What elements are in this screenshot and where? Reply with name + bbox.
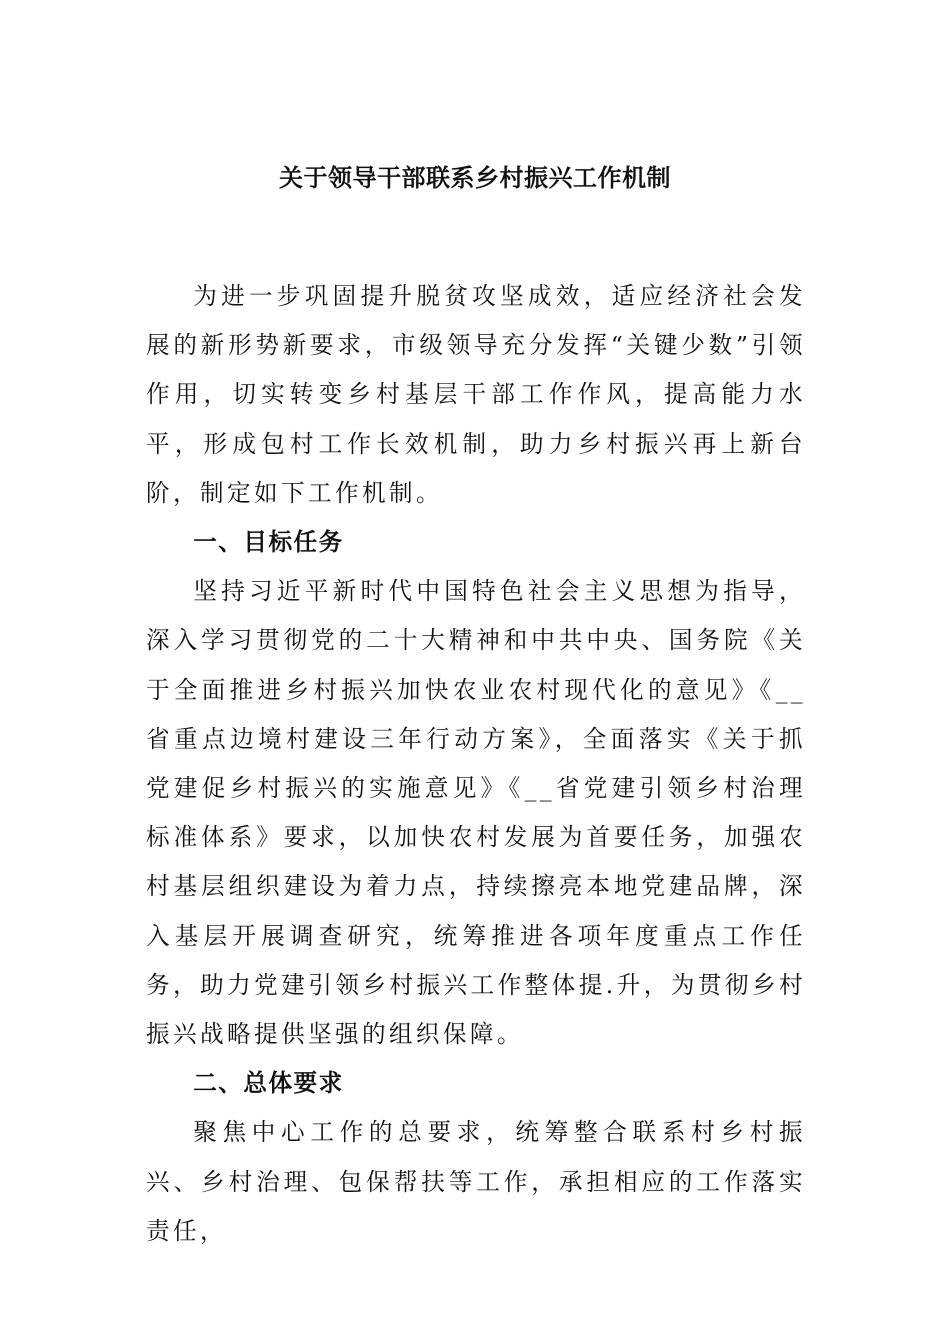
section-paragraph-requirements: 聚焦中心工作的总要求，统筹整合联系村乡村振兴、乡村治理、包保帮扶等工作，承担相应的工作落实责任， [146,1118,806,1245]
section-heading-requirements: 二、总体要求 [193,1069,344,1098]
document-title: 关于领导干部联系乡村振兴工作机制 [279,164,671,192]
section-heading-goals: 一、目标任务 [193,528,344,557]
intro-paragraph: 为进一步巩固提升脱贫攻坚成效，适应经济社会发展的新形势新要求，市级领导充分发挥“关键少数”引领作用，切实转变乡村基层干部工作作风，提高能力水平，形成包村工作长效机制，助力乡村振兴再上新台阶，制定如下工作机制。 [146,282,806,507]
document-body [146,272,806,1256]
section-paragraph-goals: 坚持习近平新时代中国特色社会主义思想为指导，深入学习贯彻党的二十大精神和中共中央、国务院《关于全面推进乡村振兴加快农业农村现代化的意见》《__省重点边境村建设三年行动方案》，全面落实《关于抓党建促乡村振兴的实施意见》《__省党建引领乡村治理标准体系》要求，以加快农村发展为首要任务，加强农村基层组织建设为着力点，持续擦亮本地党建品牌，深入基层开展调查研究，统筹推进各项年度重点工作任务，助力党建引领乡村振兴工作整体提.升，为贯彻乡村振兴战略提供坚强的组织保障。 [146,577,806,1049]
